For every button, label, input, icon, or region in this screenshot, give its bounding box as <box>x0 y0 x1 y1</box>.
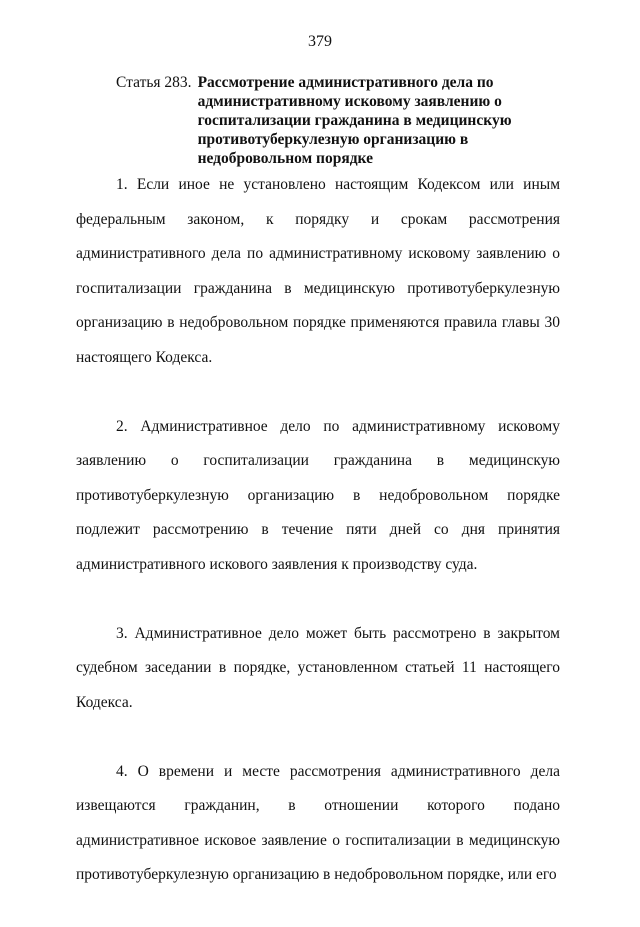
article-body <box>76 168 560 927</box>
paragraph-2: 2. Административное дело по административному исковому заявлению о госпитализации гражданина в медицинскую противотуберкулезную организацию в недобровольном порядке подлежит рассмотрению в течение пяти дней со дня принятия административного искового заявления к производству суда. <box>76 417 560 573</box>
paragraph-3: 3. Административное дело может быть рассмотрено в закрытом судебном заседании в порядке, установленном статьей 11 настоящего Кодекса. <box>76 624 560 711</box>
article-label: Статья 283. <box>116 74 192 91</box>
paragraph-1: 1. Если иное не установлено настоящим Кодексом или иным федеральным законом, к порядку и срокам рассмотрения административного дела по административному исковому заявлению о госпитализации гражданина в медицинскую противотуберкулезную организацию в недобровольном порядке применяются правила главы 30 настоящего Кодекса. <box>76 176 560 366</box>
article-title: Рассмотрение административного дела по административному исковому заявлению о госпитализации гражданина в медицинскую противотуберкулезную организацию в недобровольном порядке <box>197 74 512 167</box>
article-heading <box>116 73 556 168</box>
paragraph-4: 4. О времени и месте рассмотрения административного дела извещаются гражданин, в отношении которого подано административное исковое заявление о госпитализации в медицинскую противотуберкулезную организацию в недобровольном порядке, или его <box>76 762 560 883</box>
page-number: 379 <box>308 33 332 50</box>
